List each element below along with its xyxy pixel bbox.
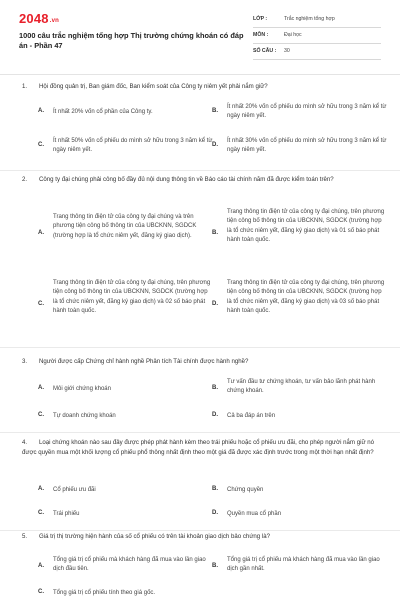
- option-text: Ít nhất 20% vốn cổ phần của Công ty.: [53, 109, 153, 115]
- option-d[interactable]: [212, 279, 384, 337]
- question-number: 5.: [22, 533, 28, 540]
- document-title: 1000 câu trắc nghiệm tổng hợp Thị trường chứng khoán có đáp án - Phần 47: [19, 31, 244, 50]
- option-text: Ít nhất 30% vốn cổ phiếu do mình sở hữu trong 3 năm kể từ ngày niêm yết.: [227, 138, 387, 154]
- question-divider: [0, 432, 400, 433]
- option-letter: B.: [212, 563, 218, 569]
- question-body: Giá trị thị trường hiện hành của số cổ phiếu có trên tài khoản giao dịch bảo chứng là?: [39, 533, 270, 540]
- option-text: Ít nhất 20% vốn cổ phiếu do mình sở hữu trong 3 năm kể từ ngày niêm yết.: [227, 104, 387, 120]
- option-text: Chứng quyền: [227, 487, 264, 493]
- option-c[interactable]: [38, 279, 210, 337]
- meta-label: SỐ CÂU :: [253, 48, 277, 54]
- option-text: Cổ phiếu ưu đãi: [53, 487, 96, 493]
- option-b[interactable]: [212, 100, 387, 124]
- option-text: Trái phiếu: [53, 511, 80, 517]
- document-meta: [253, 12, 381, 60]
- question-body: Người được cấp Chứng chỉ hành nghề Phân tích Tài chính được hành nghề?: [39, 358, 249, 365]
- option-letter: C.: [38, 301, 44, 307]
- option-b[interactable]: [212, 556, 384, 578]
- option-letter: B.: [212, 486, 218, 492]
- question-text: [22, 438, 388, 457]
- site-logo[interactable]: [19, 12, 59, 29]
- question-body: Loại chứng khoán nào sau đây được phép phát hành kèm theo trái phiếu hoặc cổ phiếu ưu đãi, cho phép người nắm giữ nó được quyền mua một khối lượng cổ phiếu phổ thông nhất định theo một giá đã được xác định trước trong một thời hạn nhất định?: [22, 439, 374, 456]
- option-letter: D.: [212, 301, 218, 307]
- option-letter: A.: [38, 108, 44, 114]
- option-letter: A.: [38, 486, 44, 492]
- option-letter: D.: [212, 510, 218, 516]
- option-d[interactable]: [212, 406, 384, 422]
- option-a[interactable]: [38, 213, 210, 261]
- option-a[interactable]: [38, 378, 210, 398]
- option-letter: C.: [38, 510, 44, 516]
- option-text: Tự doanh chứng khoán: [53, 413, 116, 419]
- option-letter: A.: [38, 563, 44, 569]
- option-b[interactable]: [212, 378, 384, 398]
- document-header: [0, 0, 400, 72]
- option-letter: B.: [212, 385, 218, 391]
- option-a[interactable]: [38, 100, 210, 124]
- option-text: Quyền mua cổ phần: [227, 511, 282, 517]
- meta-value: Trắc nghiệm tổng hợp: [284, 16, 335, 22]
- option-letter: B.: [212, 230, 218, 236]
- question-text: [22, 82, 388, 92]
- option-letter: A.: [38, 385, 44, 391]
- logo-suffix: .vn: [49, 18, 60, 24]
- option-c[interactable]: [38, 134, 213, 158]
- question-divider: [0, 170, 400, 171]
- option-letter: A.: [38, 230, 44, 236]
- option-a[interactable]: [38, 482, 210, 496]
- question-number: 2.: [22, 176, 28, 183]
- option-text: Ít nhất 50% vốn cổ phiếu do mình sở hữu trong 3 năm kể từ ngày niêm yết.: [53, 138, 213, 154]
- option-text: Trang thông tin điện tử của công ty đại chúng và trên phương tiện công bố thông tin của UBCKNN, SGDCK (trường hợp là tổ chức niêm yết, đăng ký giao dịch).: [53, 214, 197, 239]
- question-number: 1.: [22, 83, 28, 90]
- option-c[interactable]: [38, 506, 210, 520]
- question-number: 4.: [22, 439, 28, 446]
- question-body: Công ty đại chúng phải công bố đầy đủ nội dung thông tin về Báo cáo tài chính năm đã được kiểm toán trên?: [39, 176, 334, 183]
- question-number: 3.: [22, 358, 28, 365]
- option-letter: D.: [212, 142, 218, 148]
- logo-text: 2048: [19, 11, 49, 26]
- question-text: [22, 175, 388, 185]
- option-text: Tổng giá trị cổ phiếu mà khách hàng đã mua vào lần giao dịch đầu tiên.: [53, 557, 206, 573]
- meta-label: MÔN :: [253, 32, 269, 38]
- option-a[interactable]: [38, 556, 210, 578]
- option-d[interactable]: [212, 134, 387, 158]
- option-c[interactable]: [38, 406, 210, 422]
- option-text: Trang thông tin điện tử của công ty đại chúng, trên phương tiện công bố thông tin của UBCKNN, SGDCK (trường hợp là tổ chức niêm yết, đăng ký giao dịch) và 01 số báo phát hành toàn quốc.: [227, 209, 385, 244]
- option-b[interactable]: [212, 208, 384, 266]
- option-letter: C.: [38, 142, 44, 148]
- option-letter: B.: [212, 108, 218, 114]
- option-d[interactable]: [212, 506, 384, 520]
- meta-row-subject: [253, 28, 381, 44]
- question-body: Hội đồng quản trị, Ban giám đốc, Ban kiểm soát của Công ty niêm yết phải nắm giữ?: [39, 83, 268, 90]
- option-text: Trang thông tin điện tử của công ty đại chúng, trên phương tiện công bố thông tin của UBCKNN, SGDCK (trường hợp là tổ chức niêm yết, đăng ký giao dịch) và 03 số báo phát hành toàn quốc.: [227, 280, 385, 315]
- option-text: Tổng giá trị cổ phiếu tính theo giá gốc.: [53, 590, 156, 596]
- option-letter: C.: [38, 412, 44, 418]
- option-text: Môi giới chứng khoán: [53, 386, 111, 392]
- meta-row-class: [253, 12, 381, 28]
- question-divider: [0, 530, 400, 531]
- meta-label: LỚP :: [253, 16, 268, 22]
- option-text: Cả ba đáp án trên: [227, 413, 276, 419]
- meta-value: 30: [284, 48, 290, 54]
- option-letter: D.: [212, 412, 218, 418]
- option-letter: C.: [38, 589, 44, 595]
- question-text: [22, 532, 388, 542]
- meta-value: Đại học: [284, 32, 302, 38]
- option-b[interactable]: [212, 482, 384, 496]
- header-divider: [0, 74, 400, 75]
- meta-row-count: [253, 44, 381, 60]
- option-c[interactable]: [38, 586, 210, 600]
- option-text: Tổng giá trị cổ phiếu mà khách hàng đã mua vào lần giao dịch gần nhất.: [227, 557, 380, 573]
- option-text: Tư vấn đầu tư chứng khoán, tư vấn bảo lãnh phát hành chứng khoán.: [227, 379, 376, 395]
- question-divider: [0, 347, 400, 348]
- question-text: [22, 357, 388, 367]
- option-text: Trang thông tin điện tử của công ty đại chúng, trên phương tiện công bố thông tin của UBCKNN, SGDCK (trường hợp là tổ chức niêm yết, đăng ký giao dịch) và 02 số báo phát hành toàn quốc.: [53, 280, 211, 315]
